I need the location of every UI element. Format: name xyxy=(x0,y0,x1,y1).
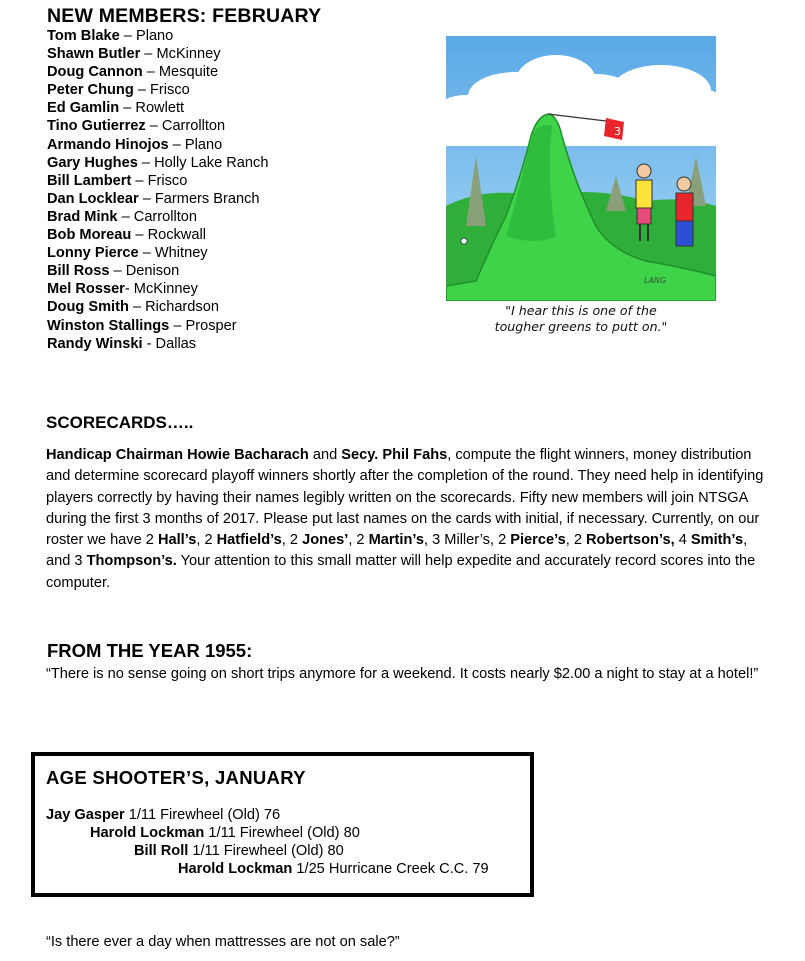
member-name: Gary Hughes xyxy=(47,154,138,171)
member-city: Whitney xyxy=(154,245,208,262)
scorecards-paragraph xyxy=(46,445,766,594)
flag-number: 3 xyxy=(614,125,621,138)
member-separator: – xyxy=(117,208,134,225)
list-item xyxy=(90,824,360,842)
text-run: Your attention to this small matter will help expedite and accurately record scores into the computer. xyxy=(46,553,756,591)
shooter-name: Harold Lockman xyxy=(90,825,205,841)
member-name: Armando Hinojos xyxy=(47,136,169,153)
member-separator: – xyxy=(138,245,155,262)
text-run: Robertson’s, xyxy=(586,532,675,549)
member-city: Rowlett xyxy=(135,100,185,117)
member-name: Dan Locklear xyxy=(47,190,139,207)
list-item xyxy=(47,208,268,226)
golfer-red xyxy=(676,177,693,246)
list-item xyxy=(47,280,268,298)
text-run: Thompson’s. xyxy=(86,553,177,570)
text-run: Martin’s xyxy=(368,532,425,549)
member-separator: – xyxy=(109,263,126,280)
text-run: Hall’s xyxy=(157,532,197,549)
text-run: , 2 xyxy=(348,532,369,549)
list-item xyxy=(47,317,268,335)
caption-line: "I hear this is one of the xyxy=(505,303,657,318)
member-separator: – xyxy=(142,64,159,81)
member-separator: – xyxy=(137,154,155,171)
from-1955-quote: “There is no sense going on short trips anymore for a weekend. It costs nearly $2.00 a night to stay at a hotel!” xyxy=(46,666,759,682)
list-item xyxy=(47,45,268,63)
member-city: Carrollton xyxy=(133,208,198,225)
new-members-list xyxy=(47,27,268,353)
new-members-title: NEW MEMBERS: FEBRUARY xyxy=(47,5,322,27)
text-run: 4 xyxy=(674,532,691,549)
member-city: Rockwall xyxy=(147,227,206,244)
member-name: Doug Cannon xyxy=(47,64,143,81)
text-run: , 2 xyxy=(281,532,303,549)
member-separator: – xyxy=(133,82,150,99)
member-separator: – xyxy=(131,172,148,189)
list-item xyxy=(134,842,344,860)
list-item xyxy=(178,860,489,878)
member-name: Tom Blake xyxy=(47,28,120,44)
from-1955-title: FROM THE YEAR 1955: xyxy=(47,640,253,661)
scorecards-title: SCORECARDS….. xyxy=(46,413,194,432)
member-separator: – xyxy=(169,317,186,334)
list-item xyxy=(46,806,280,824)
text-run: Secy. Phil Fahs xyxy=(341,447,448,463)
shooter-detail: 1/11 Firewheel (Old) 80 xyxy=(204,825,360,841)
member-city: Plano xyxy=(135,28,174,44)
list-item xyxy=(47,172,268,190)
text-run: Jones’ xyxy=(302,532,349,549)
member-separator: – xyxy=(168,136,185,153)
member-separator: – xyxy=(128,299,146,316)
list-item xyxy=(47,335,268,353)
member-city: Farmers Branch xyxy=(154,190,260,207)
member-city: Holly Lake Ranch xyxy=(154,154,269,171)
golf-cartoon xyxy=(446,36,716,301)
text-run: , and 3 xyxy=(46,532,748,570)
member-separator: – xyxy=(119,100,136,117)
age-shooters-title: AGE SHOOTER’S, JANUARY xyxy=(46,767,306,788)
text-run: , 2 xyxy=(565,532,586,549)
text-run: Pierce’s xyxy=(510,532,566,549)
member-name: Bob Moreau xyxy=(47,227,132,244)
member-city: Mesquite xyxy=(158,64,219,81)
text-run: Smith’s xyxy=(690,532,744,549)
member-name: Lonny Pierce xyxy=(47,245,139,262)
text-run: , 3 Miller’s, 2 xyxy=(424,532,511,549)
cartoon-signature: LANG xyxy=(644,276,667,285)
member-city: Denison xyxy=(125,263,180,280)
text-run: , 2 xyxy=(196,532,217,549)
shooter-detail: 1/25 Hurricane Creek C.C. 79 xyxy=(292,861,489,877)
member-name: Peter Chung xyxy=(47,82,134,99)
member-city: Plano xyxy=(184,136,223,153)
shooter-detail: 1/11 Firewheel (Old) 80 xyxy=(188,843,344,859)
golf-ball xyxy=(461,238,467,244)
member-city: Frisco xyxy=(147,172,188,189)
list-item xyxy=(47,136,268,154)
text-run: Handicap Chairman Howie Bacharach xyxy=(46,447,309,463)
list-item xyxy=(47,226,268,244)
member-city: Richardson xyxy=(145,299,219,316)
list-item xyxy=(47,81,268,99)
caption-line: tougher greens to putt on." xyxy=(494,319,668,334)
list-item xyxy=(47,244,268,262)
member-separator: – xyxy=(131,227,148,244)
member-separator: – xyxy=(140,46,157,63)
member-name: Bill Lambert xyxy=(47,172,132,189)
member-city: Dallas xyxy=(155,335,197,352)
list-item xyxy=(47,117,268,135)
member-city: McKinney xyxy=(156,46,221,63)
member-separator: – xyxy=(138,190,155,207)
member-name: Ed Gamlin xyxy=(47,100,120,117)
member-separator: - xyxy=(124,281,134,298)
member-name: Bill Ross xyxy=(47,263,110,280)
member-name: Shawn Butler xyxy=(47,46,141,63)
member-city: Carrollton xyxy=(161,118,226,135)
member-city: Prosper xyxy=(185,317,237,334)
list-item xyxy=(47,190,268,208)
shooter-name: Harold Lockman xyxy=(178,861,293,877)
cartoon-illustration xyxy=(446,36,716,301)
text-run: and xyxy=(308,447,342,463)
member-name: Tino Gutierrez xyxy=(47,118,146,135)
member-separator: - xyxy=(142,335,156,352)
member-name: Randy Winski xyxy=(47,335,143,352)
member-separator: – xyxy=(119,28,136,44)
list-item xyxy=(47,63,268,81)
member-city: McKinney xyxy=(133,281,198,298)
shooter-detail: 1/11 Firewheel (Old) 76 xyxy=(124,807,281,823)
list-item xyxy=(47,27,268,45)
text-run: , compute the flight winners, money distribution and determine scorecard playoff winners shortly after the completion of the round. They need help in identifying players correctly by having their names legibly written on the scorecards. Fifty new members will join NTSGA during the first 3 months of 2017. Please put last names on the cards with initial, if necessary. Currently, on our roster we have 2 xyxy=(46,447,764,549)
member-name: Winston Stallings xyxy=(47,317,170,334)
list-item xyxy=(47,99,268,117)
member-name: Doug Smith xyxy=(47,299,129,316)
closing-quote: “Is there ever a day when mattresses are not on sale?” xyxy=(46,934,400,950)
list-item xyxy=(47,262,268,280)
shooter-name: Bill Roll xyxy=(134,843,189,859)
list-item xyxy=(47,298,268,316)
member-city: Frisco xyxy=(150,82,190,99)
cartoon-caption xyxy=(446,303,716,335)
text-run: Hatfield’s xyxy=(216,532,282,549)
list-item xyxy=(47,154,268,172)
member-name: Mel Rosser xyxy=(47,281,125,298)
member-separator: – xyxy=(145,118,162,135)
shooter-name: Jay Gasper xyxy=(46,807,125,823)
member-name: Brad Mink xyxy=(47,208,118,225)
